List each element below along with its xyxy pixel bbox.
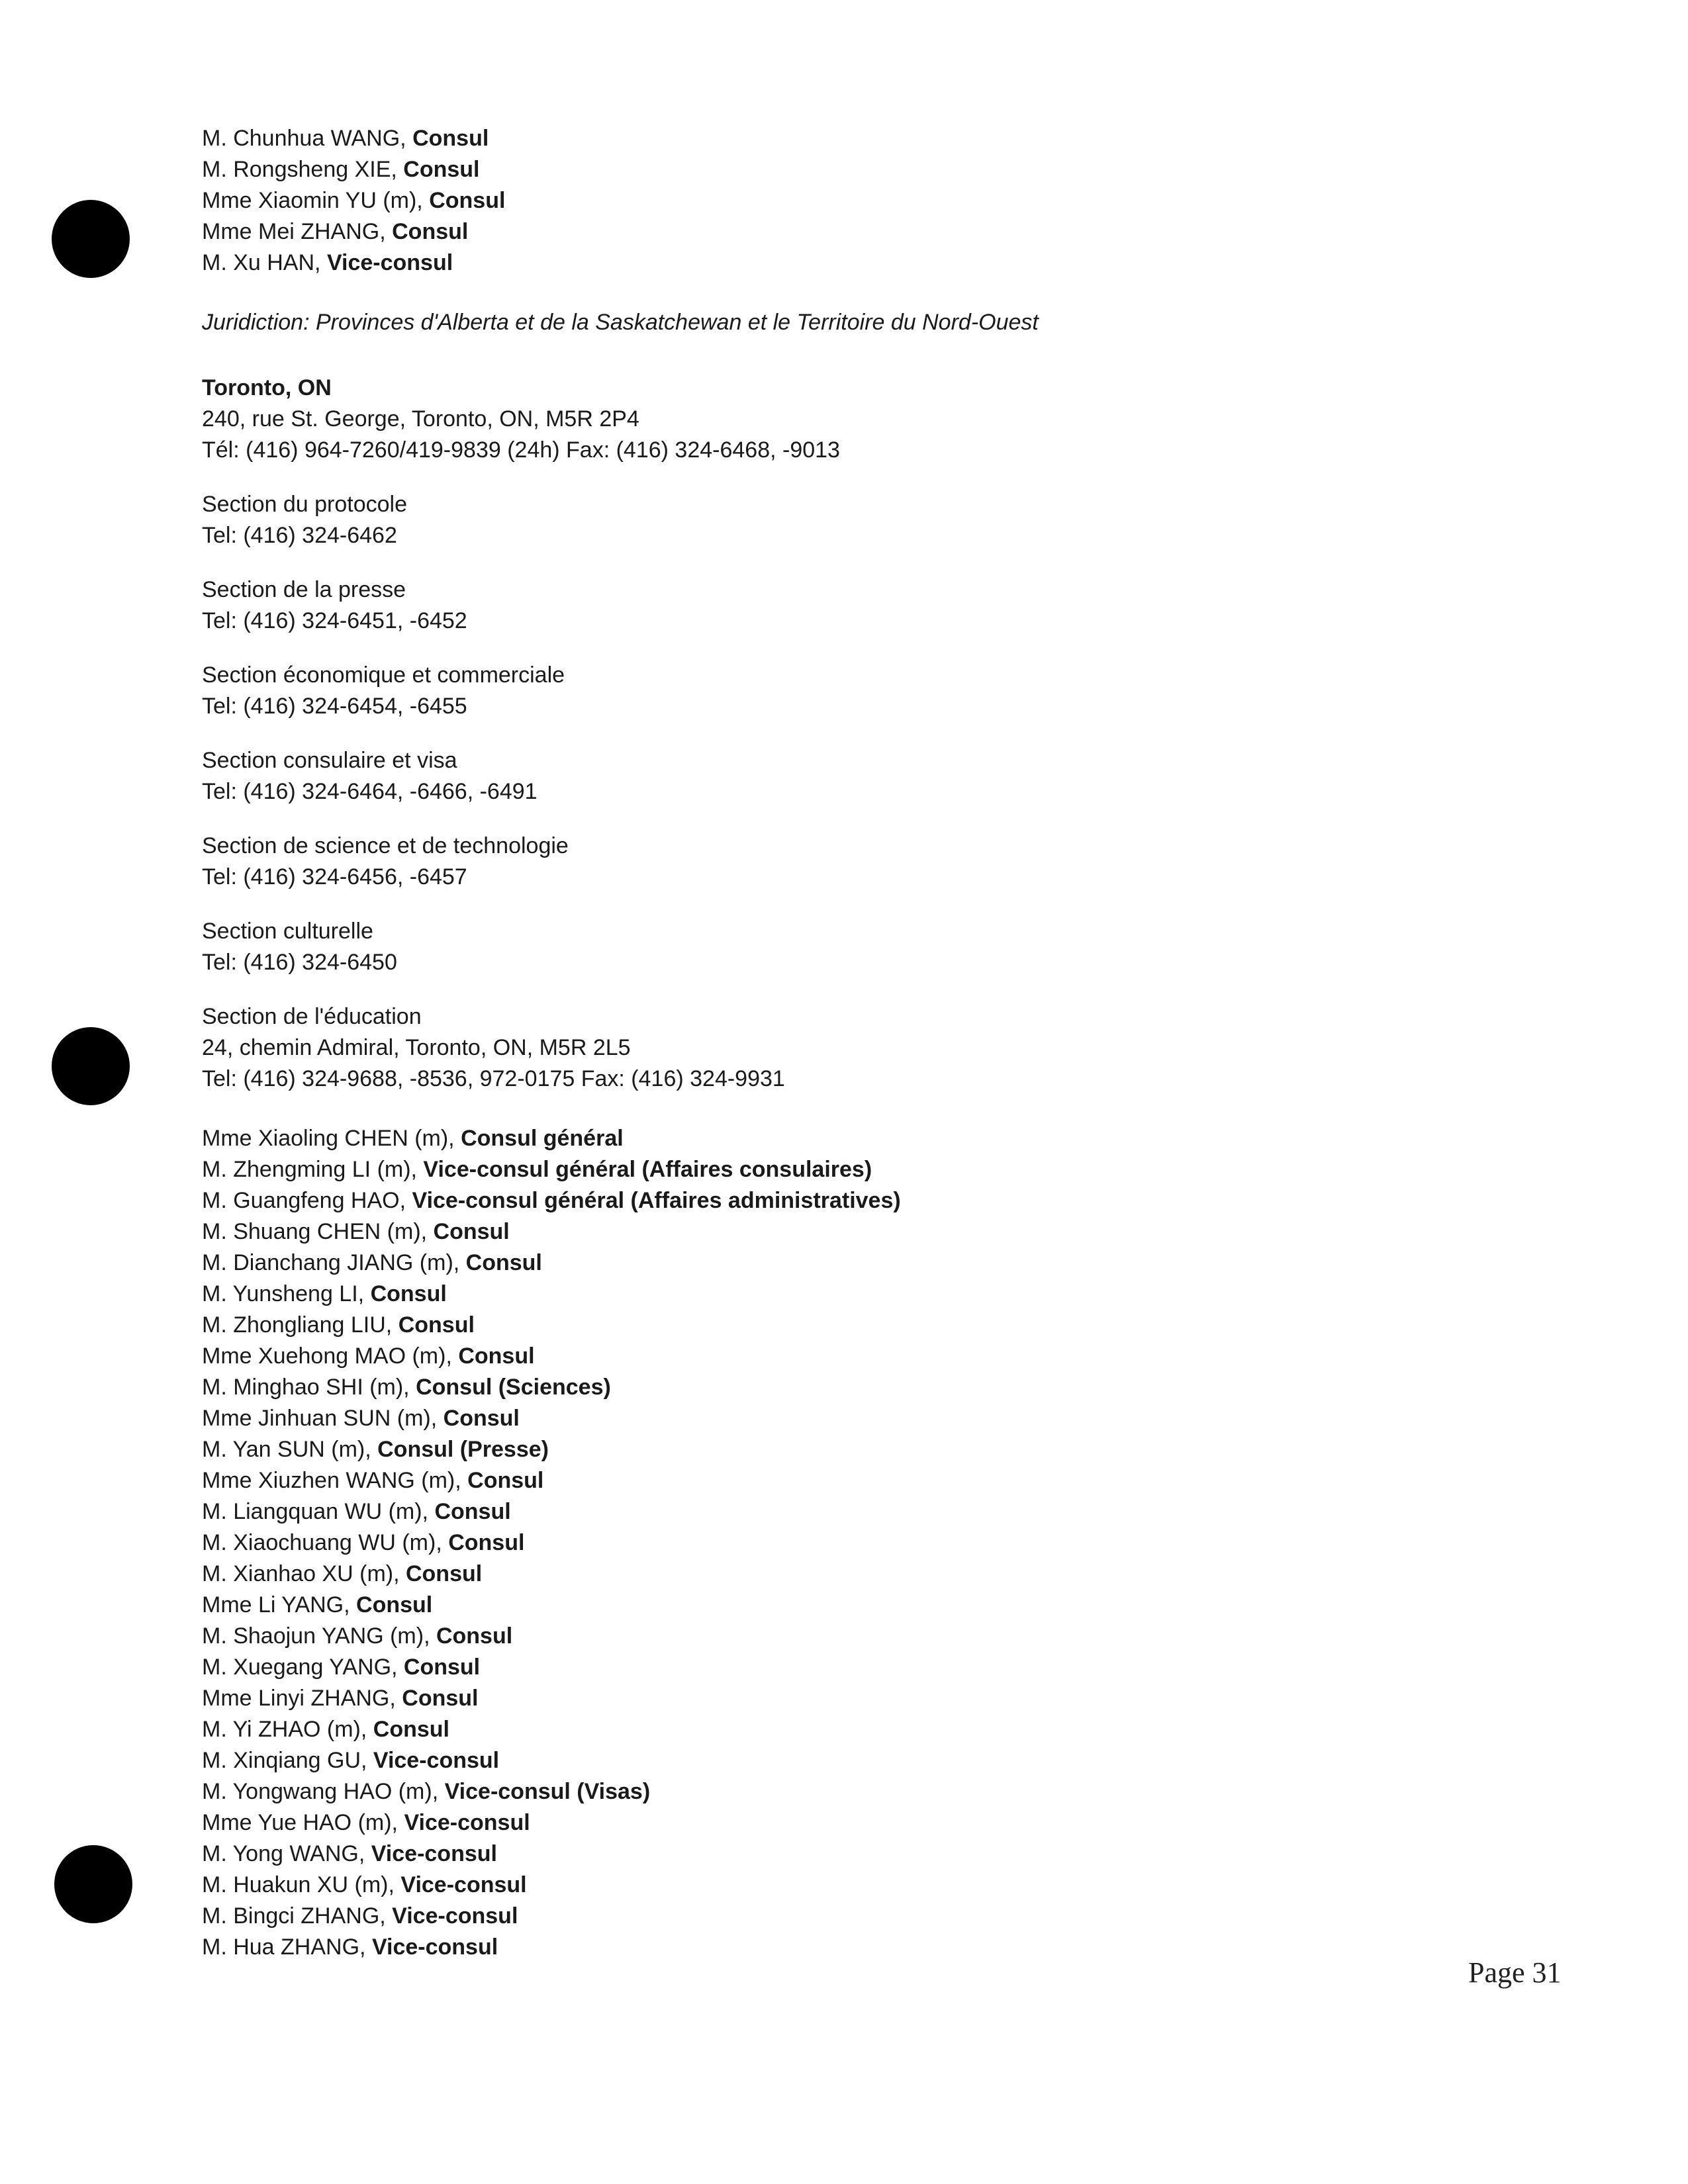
- official-title: Consul: [398, 1312, 475, 1338]
- official-title: Consul: [429, 188, 506, 213]
- official-entry: [202, 1216, 1460, 1248]
- official-title: Consul: [392, 219, 469, 244]
- official-entry: [202, 248, 1460, 279]
- section-phone: Tel: (416) 324-6462: [202, 523, 397, 548]
- punch-hole-top: [52, 200, 130, 278]
- official-name: M. Xuegang YANG,: [202, 1655, 404, 1680]
- official-name: M. Yunsheng LI,: [202, 1281, 371, 1306]
- official-name: M. Guangfeng HAO,: [202, 1188, 412, 1213]
- official-entry: [202, 1683, 1460, 1714]
- official-title: Consul: [458, 1343, 535, 1369]
- official-entry: [202, 1839, 1460, 1870]
- official-title: Vice-consul: [400, 1872, 527, 1897]
- official-entry: [202, 1185, 1460, 1216]
- official-entry: [202, 1870, 1460, 1901]
- section-name: Section consulaire et visa: [202, 748, 457, 773]
- official-entry: [202, 1559, 1460, 1590]
- official-name: Mme Linyi ZHANG,: [202, 1686, 402, 1711]
- official-name: M. Xinqiang GU,: [202, 1748, 373, 1773]
- official-entry: [202, 1154, 1460, 1185]
- official-title: Consul: [467, 1468, 544, 1493]
- official-name: M. Yong WANG,: [202, 1841, 371, 1866]
- official-title: Consul: [443, 1406, 520, 1431]
- official-entry: [202, 1807, 1460, 1839]
- official-title: Consul: [434, 1499, 511, 1524]
- section-name: Section culturelle: [202, 919, 373, 944]
- official-name: M. Zhengming LI (m),: [202, 1157, 424, 1182]
- official-title: Vice-consul: [392, 1903, 518, 1929]
- official-entry: [202, 1403, 1460, 1434]
- section-entry: [202, 831, 1460, 893]
- official-name: M. Hua ZHANG,: [202, 1934, 372, 1960]
- official-title: Vice-consul: [404, 1810, 530, 1835]
- section-entry: [202, 660, 1460, 722]
- education-section-name: Section de l'éducation: [202, 1004, 422, 1029]
- official-name: Mme Yue HAO (m),: [202, 1810, 404, 1835]
- official-title: Consul: [436, 1623, 513, 1649]
- official-title: Consul (Presse): [377, 1437, 549, 1462]
- official-title: Consul: [465, 1250, 542, 1275]
- official-list-toronto: [202, 1123, 1460, 1963]
- official-entry: [202, 1527, 1460, 1559]
- official-name: M. Dianchang JIANG (m),: [202, 1250, 466, 1275]
- official-name: M. Yongwang HAO (m),: [202, 1779, 445, 1804]
- section-entry: [202, 489, 1460, 551]
- official-name: M. Zhongliang LIU,: [202, 1312, 399, 1338]
- official-entry: [202, 1496, 1460, 1527]
- official-entry: [202, 1372, 1460, 1403]
- section-list: [202, 466, 1460, 978]
- official-title: Consul: [403, 157, 480, 182]
- official-list-top: [202, 123, 1460, 279]
- official-name: M. Yi ZHAO (m),: [202, 1717, 373, 1742]
- official-title: Vice-consul: [373, 1748, 500, 1773]
- official-entry: [202, 154, 1460, 185]
- section-phone: Tel: (416) 324-6450: [202, 950, 397, 975]
- document-body: [202, 123, 1460, 1963]
- official-entry: [202, 1652, 1460, 1683]
- punch-hole-middle: [52, 1027, 130, 1105]
- official-entry: [202, 216, 1460, 248]
- education-section: [202, 1001, 1460, 1095]
- section-name: Section de science et de technologie: [202, 833, 569, 858]
- official-title: Vice-consul: [371, 1934, 498, 1960]
- official-name: M. Xu HAN,: [202, 250, 327, 275]
- official-name: Mme Xiaoling CHEN (m),: [202, 1126, 461, 1151]
- official-name: M. Xianhao XU (m),: [202, 1561, 406, 1586]
- toronto-heading: Toronto, ON: [202, 375, 332, 400]
- official-entry: [202, 1310, 1460, 1341]
- official-name: M. Minghao SHI (m),: [202, 1375, 416, 1400]
- official-name: Mme Xuehong MAO (m),: [202, 1343, 459, 1369]
- official-title: Consul: [433, 1219, 510, 1244]
- section-phone: Tel: (416) 324-6456, -6457: [202, 864, 467, 889]
- official-name: Mme Jinhuan SUN (m),: [202, 1406, 444, 1431]
- official-name: M. Shaojun YANG (m),: [202, 1623, 436, 1649]
- official-title: Consul: [402, 1686, 479, 1711]
- official-name: M. Shuang CHEN (m),: [202, 1219, 434, 1244]
- section-name: Section économique et commerciale: [202, 662, 565, 688]
- official-entry: [202, 1745, 1460, 1776]
- official-entry: [202, 1714, 1460, 1745]
- official-entry: [202, 1434, 1460, 1465]
- official-entry: [202, 1621, 1460, 1652]
- official-name: Mme Xiuzhen WANG (m),: [202, 1468, 468, 1493]
- toronto-phone: Tél: (416) 964-7260/419-9839 (24h) Fax: (416) 324-6468, -9013: [202, 437, 840, 463]
- section-entry: [202, 574, 1460, 637]
- toronto-block: [202, 373, 1460, 466]
- official-name: M. Bingci ZHANG,: [202, 1903, 393, 1929]
- official-title: Consul: [403, 1655, 481, 1680]
- section-name: Section de la presse: [202, 577, 406, 602]
- official-entry: [202, 1932, 1460, 1963]
- official-name: M. Yan SUN (m),: [202, 1437, 378, 1462]
- official-entry: [202, 1901, 1460, 1932]
- section-phone: Tel: (416) 324-6454, -6455: [202, 694, 467, 719]
- official-name: M. Xiaochuang WU (m),: [202, 1530, 449, 1555]
- official-title: Consul: [373, 1717, 449, 1742]
- official-title: Consul général: [461, 1126, 624, 1151]
- official-entry: [202, 1248, 1460, 1279]
- official-name: M. Huakun XU (m),: [202, 1872, 401, 1897]
- official-title: Consul: [448, 1530, 525, 1555]
- official-title: Vice-consul général (Affaires administratives): [412, 1188, 901, 1213]
- jurisdiction-note: Juridiction: Provinces d'Alberta et de la Saskatchewan et le Territoire du Nord-Ouest: [202, 310, 1039, 335]
- official-name: M. Rongsheng XIE,: [202, 157, 404, 182]
- official-title: Vice-consul général (Affaires consulaires): [423, 1157, 872, 1182]
- official-title: Consul: [405, 1561, 483, 1586]
- education-section-address: 24, chemin Admiral, Toronto, ON, M5R 2L5: [202, 1035, 631, 1060]
- official-entry: [202, 185, 1460, 216]
- official-name: Mme Xiaomin YU (m),: [202, 188, 430, 213]
- official-name: Mme Li YANG,: [202, 1592, 357, 1617]
- official-entry: [202, 1776, 1460, 1807]
- section-entry: [202, 745, 1460, 807]
- education-section-phone: Tel: (416) 324-9688, -8536, 972-0175 Fax: (416) 324-9931: [202, 1066, 785, 1091]
- official-entry: [202, 1590, 1460, 1621]
- official-title: Vice-consul: [371, 1841, 497, 1866]
- official-entry: [202, 1123, 1460, 1154]
- official-entry: [202, 123, 1460, 154]
- official-title: Vice-consul: [326, 250, 453, 275]
- official-entry: [202, 1279, 1460, 1310]
- official-title: Consul: [412, 126, 489, 151]
- section-entry: [202, 916, 1460, 978]
- official-title: Consul (Sciences): [416, 1375, 611, 1400]
- official-title: Consul: [356, 1592, 433, 1617]
- toronto-address: 240, rue St. George, Toronto, ON, M5R 2P4: [202, 406, 639, 432]
- official-name: Mme Mei ZHANG,: [202, 219, 393, 244]
- official-title: Consul: [370, 1281, 447, 1306]
- section-phone: Tel: (416) 324-6451, -6452: [202, 608, 467, 633]
- section-phone: Tel: (416) 324-6464, -6466, -6491: [202, 779, 538, 804]
- official-title: Vice-consul (Visas): [444, 1779, 651, 1804]
- official-entry: [202, 1465, 1460, 1496]
- section-name: Section du protocole: [202, 492, 407, 517]
- punch-hole-bottom: [54, 1845, 132, 1923]
- page-number: Page 31: [1468, 1956, 1562, 1989]
- official-name: M. Liangquan WU (m),: [202, 1499, 435, 1524]
- official-name: M. Chunhua WANG,: [202, 126, 413, 151]
- official-entry: [202, 1341, 1460, 1372]
